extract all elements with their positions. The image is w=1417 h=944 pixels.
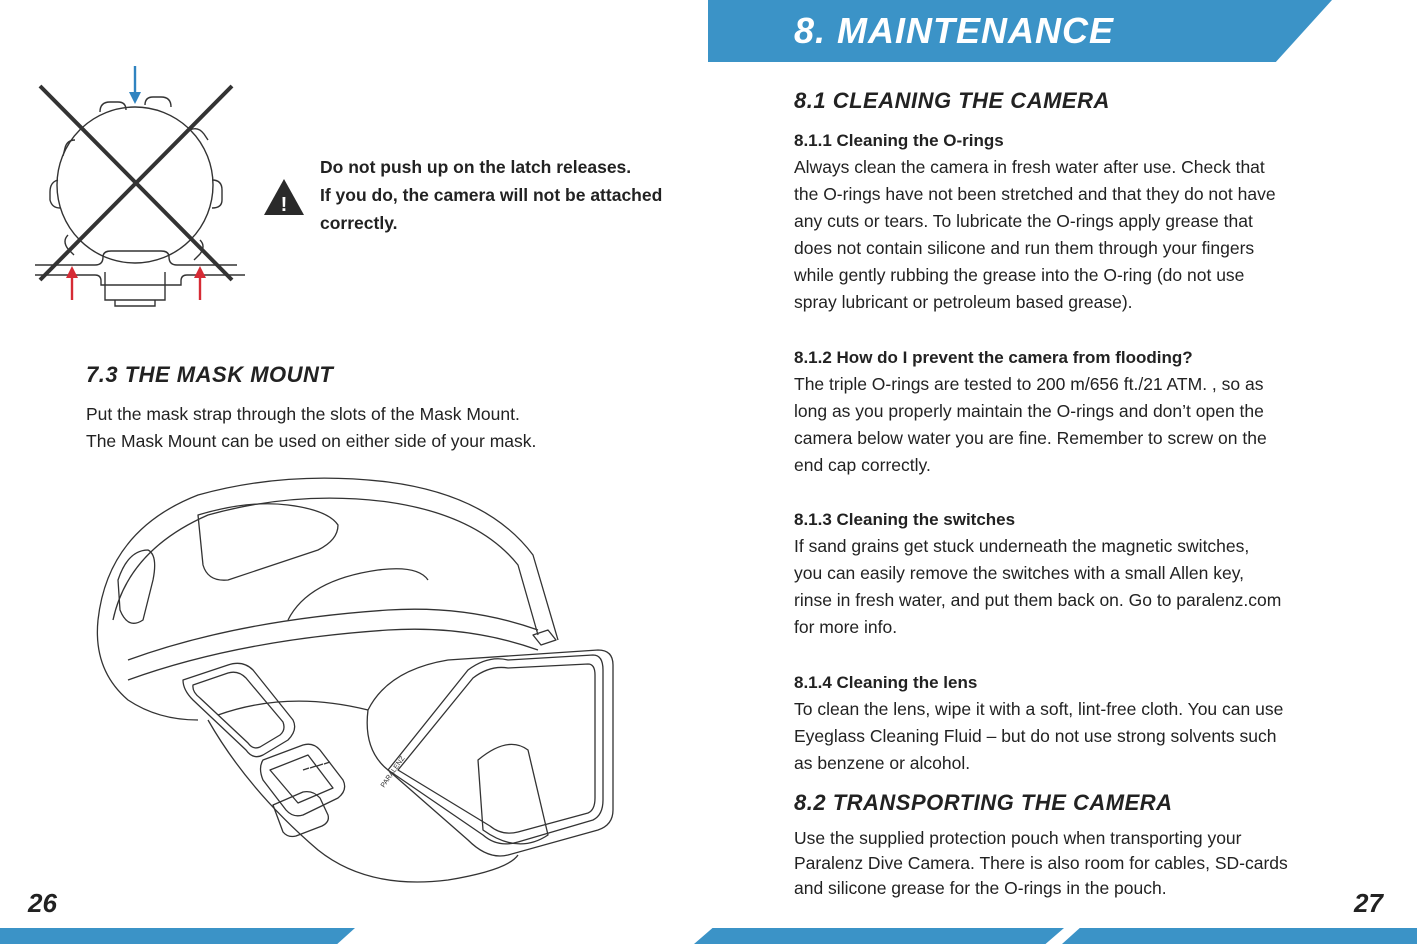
subsection-title: 8.1.2 How do I prevent the camera from flooding? (794, 348, 1193, 367)
page-number-right: 27 (1354, 888, 1383, 918)
subsection-body (794, 533, 1354, 641)
paragraph-line: camera below water you are fine. Remember to screw on the (794, 428, 1267, 448)
paragraph-line: long as you properly maintain the O-rings and don’t open the (794, 401, 1264, 421)
subsection-body (794, 696, 1354, 777)
paragraph-line: end cap correctly. (794, 455, 931, 475)
transporting-paragraph (794, 826, 1354, 901)
warning-line: correctly. (320, 213, 398, 233)
paragraph-line: the O-rings have not been stretched and that they do not have (794, 184, 1276, 204)
subsection-flooding (794, 344, 1354, 479)
section-heading-transporting: 8.2 TRANSPORTING THE CAMERA (794, 790, 1173, 815)
footer-stripe-left (0, 928, 355, 944)
page-number-left: 26 (28, 888, 57, 918)
paragraph-line: you can easily remove the switches with a small Allen key, (794, 563, 1245, 583)
paragraph-line: as benzene or alcohol. (794, 753, 971, 773)
footer-stripe-middle (694, 928, 1064, 944)
svg-text:!: ! (280, 194, 288, 216)
paragraph-line: The Mask Mount can be used on either side of your mask. (86, 431, 537, 451)
subsection-lens (794, 669, 1354, 777)
subsection-title: 8.1.4 Cleaning the lens (794, 673, 978, 692)
paragraph-line: and silicone grease for the O-rings in the pouch. (794, 878, 1167, 898)
warning-line: If you do, the camera will not be attached (320, 185, 663, 205)
footer-stripe-right (1062, 928, 1417, 944)
section-heading-cleaning: 8.1 CLEANING THE CAMERA (794, 88, 1110, 113)
banner-title: 8. MAINTENANCE (794, 10, 1115, 51)
warning-line: Do not push up on the latch releases. (320, 157, 632, 177)
paragraph-line: Eyeglass Cleaning Fluid – but do not use strong solvents such (794, 726, 1277, 746)
warning-triangle-icon (262, 177, 306, 217)
latch-incorrect-diagram (30, 60, 245, 315)
section-heading-mask-mount: 7.3 THE MASK MOUNT (86, 362, 334, 387)
paragraph-line: for more info. (794, 617, 898, 637)
subsection-switches (794, 506, 1354, 641)
paragraph-line: any cuts or tears. To lubricate the O-rings apply grease that (794, 211, 1253, 231)
dive-mask-illustration (88, 470, 628, 900)
left-page (0, 0, 708, 944)
paragraph-line: If sand grains get stuck underneath the magnetic switches, (794, 536, 1250, 556)
paragraph-line: rinse in fresh water, and put them back on. Go to paralenz.com (794, 590, 1282, 610)
paragraph-line: spray lubricant or petroleum based grease). (794, 292, 1133, 312)
paragraph-line: Always clean the camera in fresh water after use. Check that (794, 157, 1265, 177)
paragraph-line: Put the mask strap through the slots of the Mask Mount. (86, 404, 520, 424)
subsection-body (794, 371, 1354, 479)
mask-mount-paragraph (86, 401, 646, 455)
paragraph-line: Paralenz Dive Camera. There is also room for cables, SD-cards (794, 853, 1288, 873)
subsection-title: 8.1.1 Cleaning the O-rings (794, 131, 1004, 150)
warning-text (320, 153, 700, 237)
paragraph-line: Use the supplied protection pouch when transporting your (794, 828, 1242, 848)
paragraph-line: does not contain silicone and run them through your fingers (794, 238, 1255, 258)
mask-brand-label: PARALENZ (379, 755, 407, 790)
paragraph-line: To clean the lens, wipe it with a soft, lint-free cloth. You can use (794, 699, 1284, 719)
paragraph-line: while gently rubbing the grease into the O-ring (do not use (794, 265, 1245, 285)
subsection-body (794, 154, 1354, 316)
subsection-o-rings (794, 127, 1354, 316)
subsection-title: 8.1.3 Cleaning the switches (794, 510, 1016, 529)
paragraph-line: The triple O-rings are tested to 200 m/656 ft./21 ATM. , so as (794, 374, 1264, 394)
